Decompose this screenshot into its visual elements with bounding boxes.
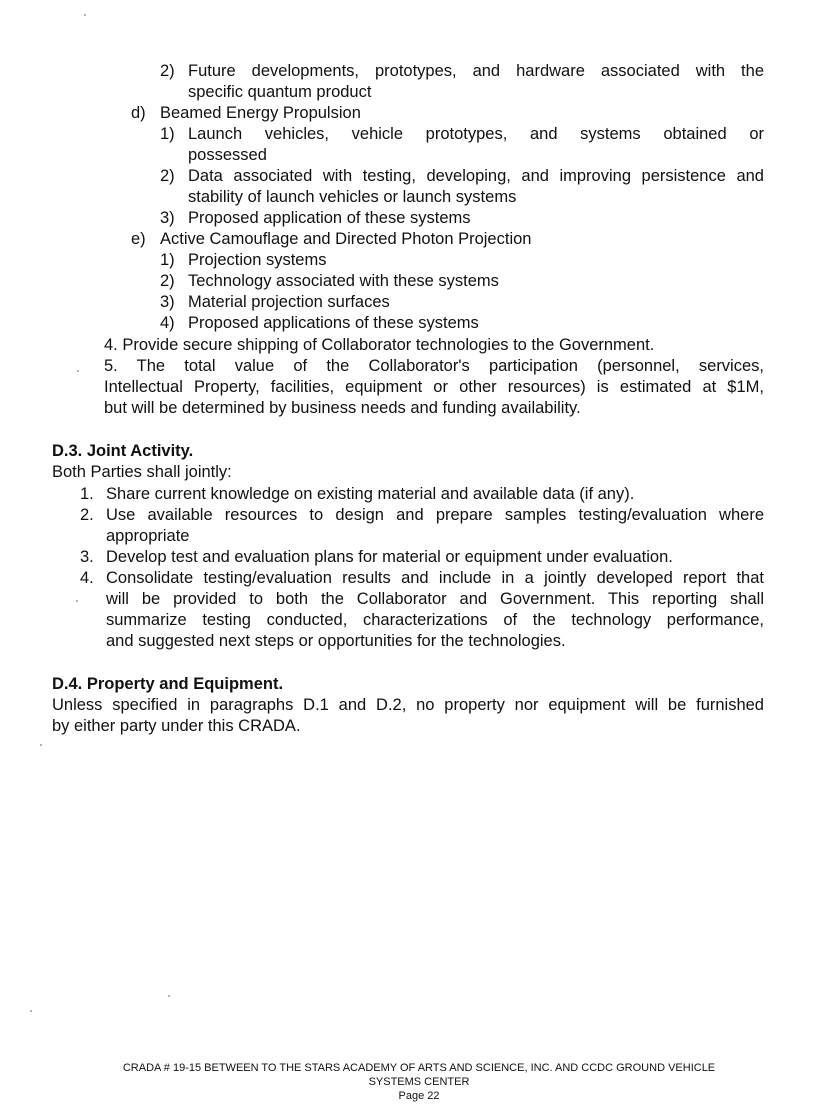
numbered-paragraph: 4. Provide secure shipping of Collaborator technologies to the Government.	[104, 336, 655, 354]
list-item-text: Use available resources to design and prepare samples testing/evaluation where	[106, 506, 764, 524]
list-item-text: Launch vehicles, vehicle prototypes, and systems obtained or	[188, 125, 764, 143]
scan-speck	[168, 995, 170, 997]
list-marker: 4.	[80, 569, 94, 587]
footer-line: SYSTEMS CENTER	[368, 1076, 470, 1088]
section-intro: Both Parties shall jointly:	[52, 463, 232, 481]
scan-speck	[76, 600, 78, 602]
list-marker: d)	[131, 104, 146, 122]
scan-speck	[30, 1010, 32, 1012]
section-body: by either party under this CRADA.	[52, 717, 301, 735]
list-item-text: Proposed applications of these systems	[188, 314, 479, 332]
section-heading: D.3. Joint Activity.	[52, 442, 194, 460]
list-item-text: Share current knowledge on existing material and available data (if any).	[106, 485, 635, 503]
list-heading: Beamed Energy Propulsion	[160, 104, 361, 122]
list-marker: e)	[131, 230, 146, 248]
list-marker: 1)	[160, 251, 175, 269]
list-item-text: Technology associated with these systems	[188, 272, 499, 290]
list-item-text: Develop test and evaluation plans for material or equipment under evaluation.	[106, 548, 673, 566]
numbered-paragraph: but will be determined by business needs and funding availability.	[104, 399, 581, 417]
list-item-text: Proposed application of these systems	[188, 209, 471, 227]
footer-line: CRADA # 19-15 BETWEEN TO THE STARS ACADEMY OF ARTS AND SCIENCE, INC. AND CCDC GROUND VEHICLE	[122, 1062, 716, 1074]
list-marker: 3.	[80, 548, 94, 566]
list-item-text: possessed	[188, 146, 267, 164]
list-marker: 1.	[80, 485, 94, 503]
scan-speck	[84, 14, 86, 16]
list-item-text: Future developments, prototypes, and hardware associated with the	[188, 62, 764, 80]
list-marker: 2)	[160, 62, 175, 80]
list-item-text: stability of launch vehicles or launch systems	[188, 188, 517, 206]
list-marker: 2.	[80, 506, 94, 524]
list-marker: 1)	[160, 125, 175, 143]
section-body: Unless specified in paragraphs D.1 and D.2, no property nor equipment will be furnished	[52, 696, 764, 714]
list-item-text: and suggested next steps or opportunities for the technologies.	[106, 632, 566, 650]
list-item-text: Projection systems	[188, 251, 327, 269]
list-item-text: Material projection surfaces	[188, 293, 390, 311]
list-marker: 2)	[160, 167, 175, 185]
page-number: Page 22	[398, 1090, 440, 1102]
numbered-paragraph: Intellectual Property, facilities, equipment or other resources) is estimated at $1M,	[104, 378, 764, 396]
numbered-paragraph: 5. The total value of the Collaborator's participation (personnel, services,	[104, 357, 764, 375]
list-item-text: summarize testing conducted, characterizations of the technology performance,	[106, 611, 764, 629]
scan-speck	[40, 744, 42, 746]
list-marker: 2)	[160, 272, 175, 290]
section-heading: D.4. Property and Equipment.	[52, 675, 284, 693]
list-marker: 4)	[160, 314, 175, 332]
list-marker: 3)	[160, 209, 175, 227]
list-item-text: appropriate	[106, 527, 190, 545]
list-heading: Active Camouflage and Directed Photon Projection	[160, 230, 532, 248]
list-item-text: Consolidate testing/evaluation results and include in a jointly developed report that	[106, 569, 764, 587]
list-marker: 3)	[160, 293, 175, 311]
list-item-text: Data associated with testing, developing, and improving persistence and	[188, 167, 764, 185]
list-item-text: will be provided to both the Collaborator and Government. This reporting shall	[106, 590, 764, 608]
scan-speck	[77, 370, 79, 372]
list-item-text: specific quantum product	[188, 83, 372, 101]
